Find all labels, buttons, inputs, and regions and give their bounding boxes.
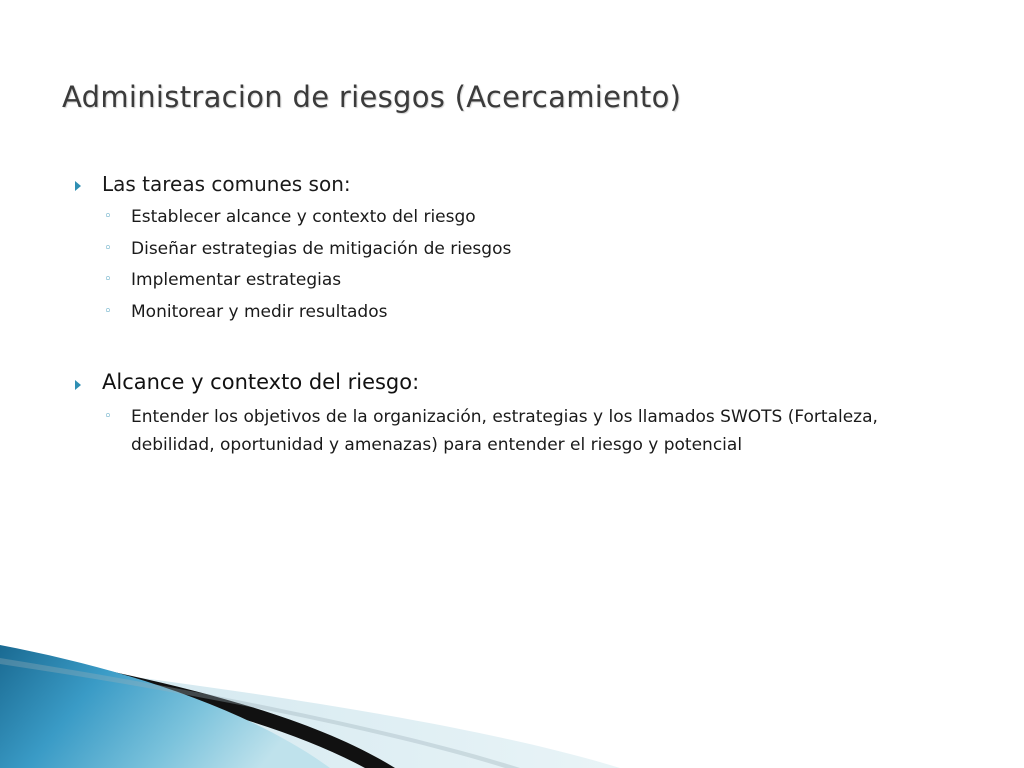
list-item: Diseñar estrategias de mitigación de riesgos — [131, 239, 512, 259]
slide-title: Administracion de riesgos (Acercamiento) — [62, 80, 682, 114]
list-item: Establecer alcance y contexto del riesgo — [131, 207, 476, 227]
triangle-right-icon — [75, 380, 81, 390]
ring-bullet-icon: ◦ — [104, 304, 112, 319]
ring-bullet-icon: ◦ — [104, 209, 112, 224]
list-item: Entender los objetivos de la organización, estrategias y los llamados SWOTS (Fortaleza, debilidad, oportunidad y amenazas) para entender el riesgo y potencial — [131, 407, 878, 455]
section-heading: Las tareas comunes son: — [102, 172, 351, 196]
ring-bullet-icon: ◦ — [104, 241, 112, 256]
ring-bullet-icon: ◦ — [104, 272, 112, 287]
list-item: Monitorear y medir resultados — [131, 302, 388, 322]
ring-bullet-icon: ◦ — [104, 409, 112, 424]
section-heading: Alcance y contexto del riesgo: — [102, 370, 420, 394]
list-item: Implementar estrategias — [131, 270, 342, 290]
triangle-right-icon — [75, 181, 81, 191]
